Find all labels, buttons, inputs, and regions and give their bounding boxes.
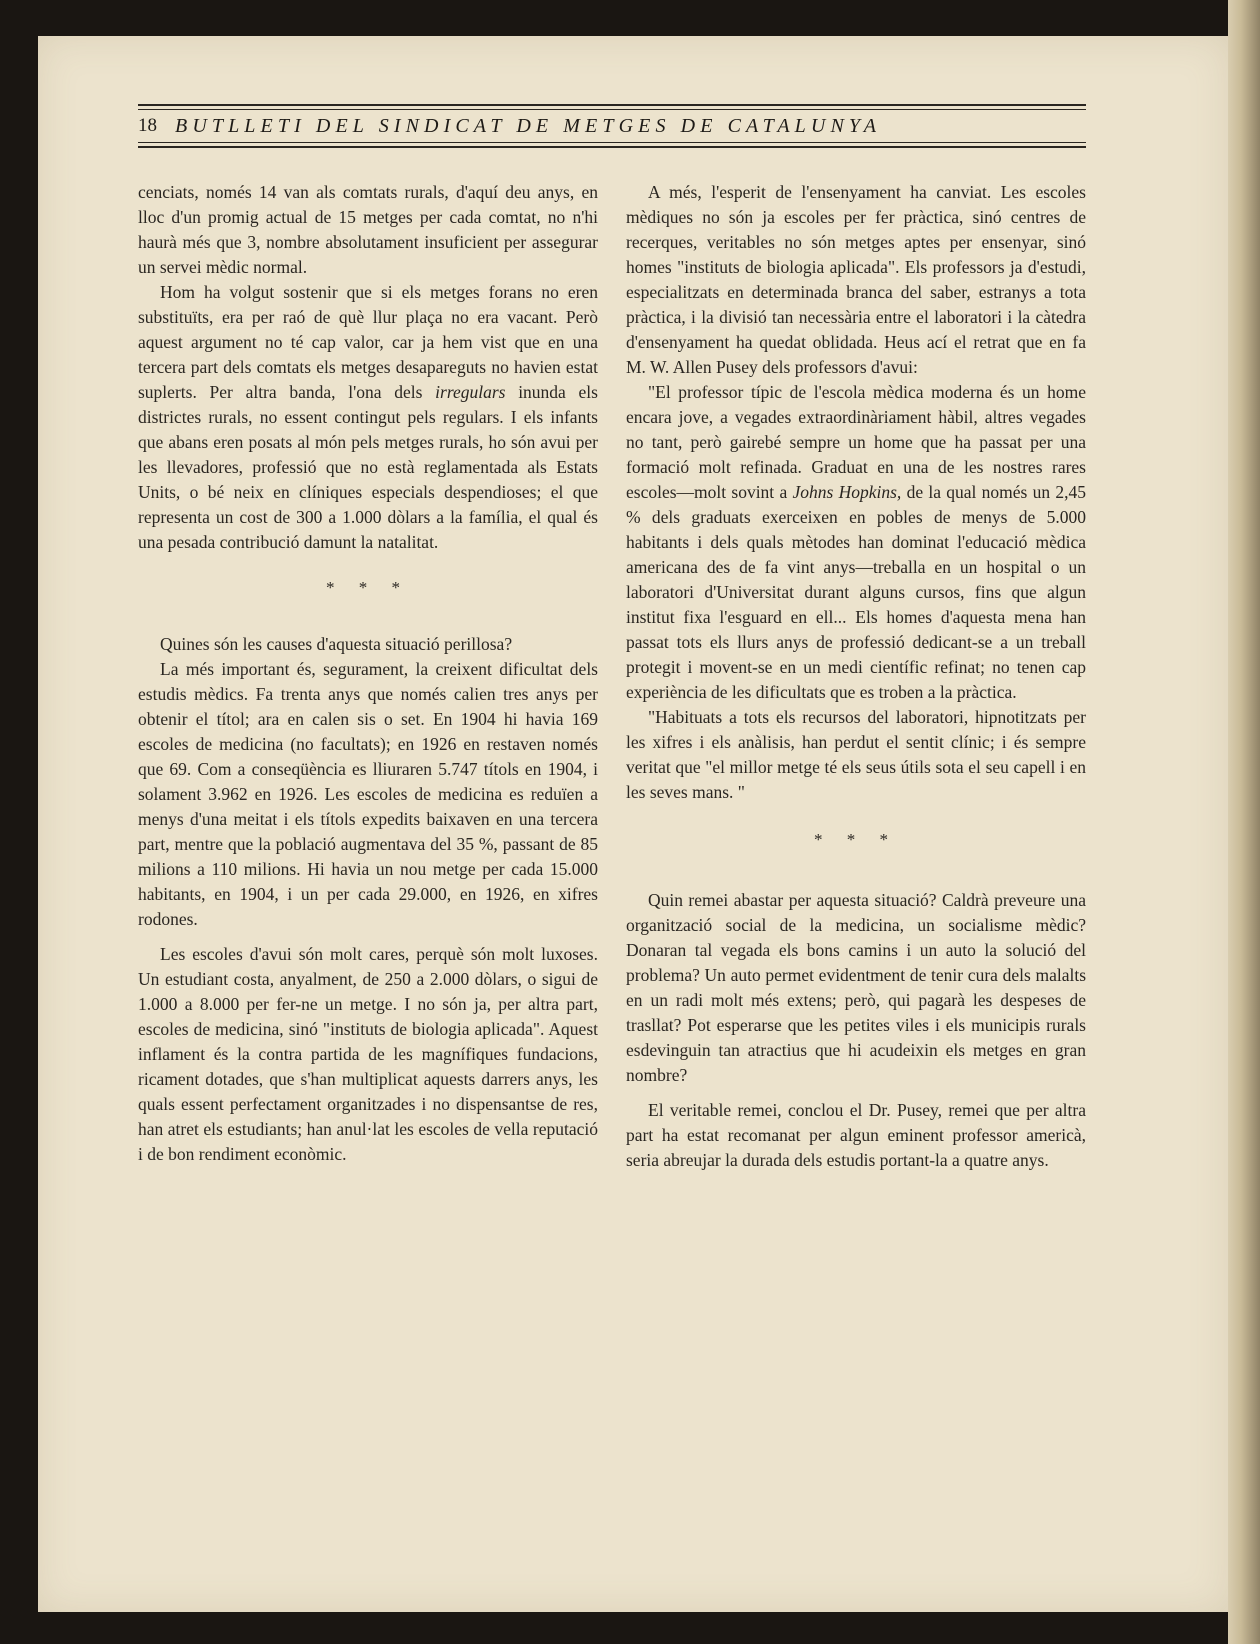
book-spine-edge: [1228, 0, 1260, 1644]
left-paragraph-2-text-b: inunda els districtes rurals, no essent contingut pels regulars. I els infants que abans eren posats al món pels metges rurals, ho són avui per les llevadores, professió que no està reglamentada als Estats Units, o bé neix en clíniques especials despendioses; el que representa un cost de 300 a 1.000 dòlars a la família, el qual és una pesada contribució damunt la natalitat.: [138, 382, 598, 552]
right-paragraph-2-italic: Johns Hopkins,: [792, 482, 902, 502]
header-rule-top: [138, 104, 1086, 106]
right-paragraph-5: El veritable remei, conclou el Dr. Pusey, remei que per altra part ha estat recomanat per algun eminent professor americà, seria abreujar la durada dels estudis portant-la a quatre anys.: [626, 1100, 1086, 1170]
header-rule-bottom: [138, 146, 1086, 148]
right-paragraph-4: Quin remei abastar per aquesta situació? Caldrà preveure una organització social de la medicina, un socialisme mèdic? Donaran tal vegada els bons camins i un auto la solució del problema? Un auto permet evidentment de tenir cura dels malalts en un radi molt més extens; però, qui pagarà les despeses de trasllat? Pot esperarse que les petites viles i els municipis rurals esdevinguin tan atractius que hi acudeixin els metges en gran nombre?: [626, 890, 1086, 1085]
page-header: [138, 104, 1086, 154]
left-paragraph-2-text-a: Hom ha volgut sostenir que si els metges forans no eren substituïts, era per raó de què llur plaça no era vacant. Però aquest argument no té cap valor, car ja hem vist que en una tercera part dels comtats els metges desapareguts no havien estat suplerts. Per altra banda, l'ona dels: [138, 282, 598, 402]
right-paragraph-2-text-a: "El professor típic de l'escola mèdica moderna és un home encara jove, a vegades extraordinàriament hàbil, altres vegades no tant, però gairebé sempre un home que ha passat per una formació molt refinada. Graduat en una de les nostres rares escoles—molt sovint a: [626, 382, 1086, 502]
right-paragraph-3: "Habituats a tots els recursos del laboratori, hipnotitzats per les xifres i els anàlisis, han perdut el sentit clínic; i és sempre veritat que "el millor metge té els seus útils sota el seu capell i en les seves mans. ": [626, 707, 1086, 802]
left-paragraph-2: [138, 280, 598, 555]
right-paragraph-2: [626, 380, 1086, 705]
right-column: [626, 180, 1086, 1173]
left-column: [138, 180, 598, 1167]
section-separator-stars: * * *: [814, 830, 898, 849]
left-paragraph-1: cenciats, només 14 van als comtats rurals, d'aquí deu anys, en lloc d'un promig actual de 15 metges per cada comtat, no n'hi haurà més que 3, nombre absolutament insuficient per assegurar un servei mèdic normal.: [138, 182, 598, 277]
left-paragraph-3: Quines són les causes d'aquesta situació perillosa?: [160, 634, 513, 654]
header-text-row: [138, 112, 1086, 140]
left-paragraph-2-italic: irregulars: [435, 382, 506, 402]
section-separator-stars: * * *: [326, 578, 410, 597]
running-title: BUTLLETI DEL SINDICAT DE METGES DE CATALUNYA: [175, 114, 882, 137]
header-rule-top-thin: [138, 109, 1086, 110]
left-paragraph-4: La més important és, segurament, la creixent dificultat dels estudis mèdics. Fa trenta anys que només calien tres anys per obtenir el títol; ara en calen sis o set. En 1904 hi havia 169 escoles de medicina (no facultats); en 1926 en restaven només que 69. Com a conseqüència es lliuraren 5.747 títols en 1904, i solament 3.962 en 1926. Les escoles de medicina es reduïen a menys d'una meitat i els títols expedits baixaven en una tercera part, mentre que la població augmentava del 35 %, passant de 85 milions a 110 milions. Hi havia un nou metge per cada 15.000 habitants, en 1904, i un per cada 29.000, en 1926, en xifres rodones.: [138, 659, 598, 929]
header-rule-bottom-thin: [138, 142, 1086, 143]
left-paragraph-5: Les escoles d'avui són molt cares, perquè són molt luxoses. Un estudiant costa, anyalment, de 250 a 2.000 dòlars, o sigui de 1.000 a 8.000 per fer-ne un metge. I no són ja, per altra part, escoles de medicina, sinó "instituts de biologia aplicada". Aquest inflament és la contra partida de les magnífiques fundacions, ricament dotades, que s'han multiplicat aquests darrers anys, les quals essent perfectament organitzades i no dispensantse de res, han atret els estudiants; han anul·lat les escoles de vella reputació i de bon rendiment econòmic.: [138, 944, 598, 1164]
right-paragraph-1: A més, l'esperit de l'ensenyament ha canviat. Les escoles mèdiques no són ja escoles per fer pràctica, sinó centres de recerques, veritables no són metges aptes per ensenyar, sinó homes "instituts de biologia aplicada". Els professors ja d'estudi, especialitzats en determinada branca del saber, estranys a tota pràctica, i la divisió tan necessària entre el laboratori i la càtedra d'ensenyament ha quedat oblidada. Heus ací el retrat que en fa M. W. Allen Pusey dels professors d'avui:: [626, 182, 1086, 377]
right-paragraph-2-text-b: de la qual només un 2,45 % dels graduats exerceixen en pobles de menys de 5.000 habitants i dels quals mètodes han dominat l'educació mèdica americana des de fa vint anys—treballa en un hospital o un laboratori d'Universitat durant alguns cursos, fins que algun institut fixa l'esguard en ell... Els homes d'aquesta mena han passat tots els llurs anys de professió dedicant-se a un treball protegit i movent-se en un medi científic refinat; no tenen cap experiència de les dificultats que es troben a la pràctica.: [626, 482, 1087, 702]
page-number: 18: [138, 115, 157, 136]
